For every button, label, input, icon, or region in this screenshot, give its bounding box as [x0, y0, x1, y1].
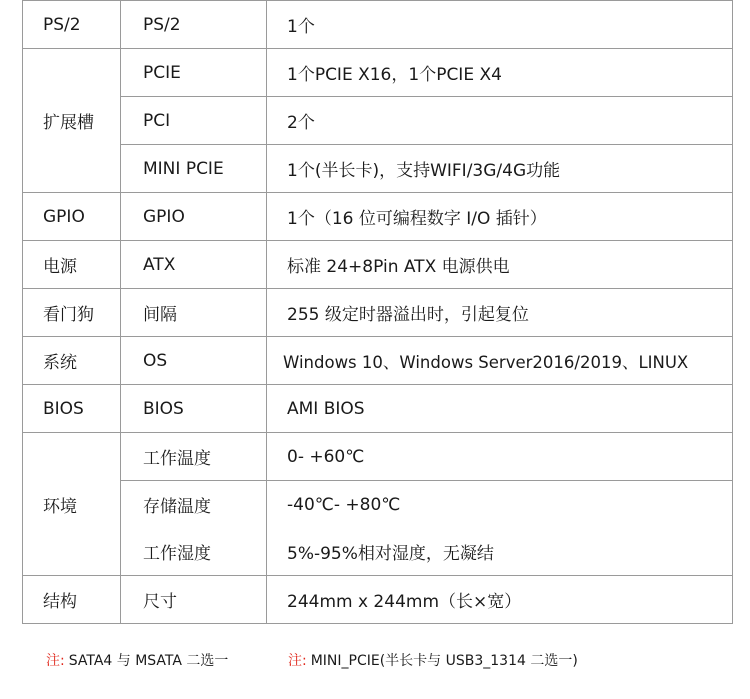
item-cell: PCIE [121, 49, 267, 97]
value-cell: 255 级定时器溢出时，引起复位 [267, 289, 733, 337]
category-cell: BIOS [23, 385, 121, 433]
category-cell: 系统 [23, 337, 121, 385]
table-row [23, 433, 733, 481]
note-text: MINI_PCIE(半长卡与 USB3_1314 二选一) [310, 653, 578, 669]
item-cell: 工作温度 [121, 433, 267, 481]
value-cell: -40℃- +80℃ [267, 481, 733, 529]
category-cell: PS/2 [23, 1, 121, 49]
item-cell: PS/2 [121, 1, 267, 49]
value-cell: Windows 10、Windows Server2016/2019、LINUX [267, 337, 733, 385]
value-cell: 1个(半长卡)，支持WIFI/3G/4G功能 [267, 145, 733, 193]
item-cell: MINI PCIE [121, 145, 267, 193]
category-cell: 扩展槽 [23, 49, 121, 193]
item-cell: BIOS [121, 385, 267, 433]
value-cell: AMI BIOS [267, 385, 733, 433]
item-cell: PCI [121, 97, 267, 145]
category-cell: 看门狗 [23, 289, 121, 337]
table-row [23, 193, 733, 241]
table-row [23, 1, 733, 49]
value-cell: 1个（16 位可编程数字 I/O 插针） [267, 193, 733, 241]
table-row [23, 528, 733, 576]
footnote [46, 650, 228, 670]
footnote [288, 650, 578, 670]
table-row [23, 97, 733, 145]
table-row [23, 481, 733, 529]
value-cell: 1个 [267, 1, 733, 49]
table-row [23, 576, 733, 624]
note-mark: 注: [288, 653, 307, 669]
value-cell: 2个 [267, 97, 733, 145]
table-row [23, 241, 733, 289]
item-cell: 存储温度 [121, 481, 267, 529]
note-mark: 注: [46, 653, 65, 669]
item-cell: OS [121, 337, 267, 385]
value-cell: 0- +60℃ [267, 433, 733, 481]
table-row [23, 289, 733, 337]
category-cell: 电源 [23, 241, 121, 289]
value-cell: 标准 24+8Pin ATX 电源供电 [267, 241, 733, 289]
value-cell: 244mm x 244mm（长×宽） [267, 576, 733, 624]
item-cell: 尺寸 [121, 576, 267, 624]
item-cell: GPIO [121, 193, 267, 241]
category-cell: GPIO [23, 193, 121, 241]
value-cell: 5%-95%相对湿度，无凝结 [267, 528, 733, 576]
category-cell: 环境 [23, 433, 121, 576]
item-cell: 间隔 [121, 289, 267, 337]
table-row [23, 49, 733, 97]
table-row [23, 145, 733, 193]
item-cell: 工作湿度 [121, 528, 267, 576]
item-cell: ATX [121, 241, 267, 289]
spec-table [22, 0, 733, 624]
category-cell: 结构 [23, 576, 121, 624]
table-row [23, 337, 733, 385]
note-text: SATA4 与 MSATA 二选一 [68, 653, 229, 669]
table-row [23, 385, 733, 433]
value-cell: 1个PCIE X16，1个PCIE X4 [267, 49, 733, 97]
